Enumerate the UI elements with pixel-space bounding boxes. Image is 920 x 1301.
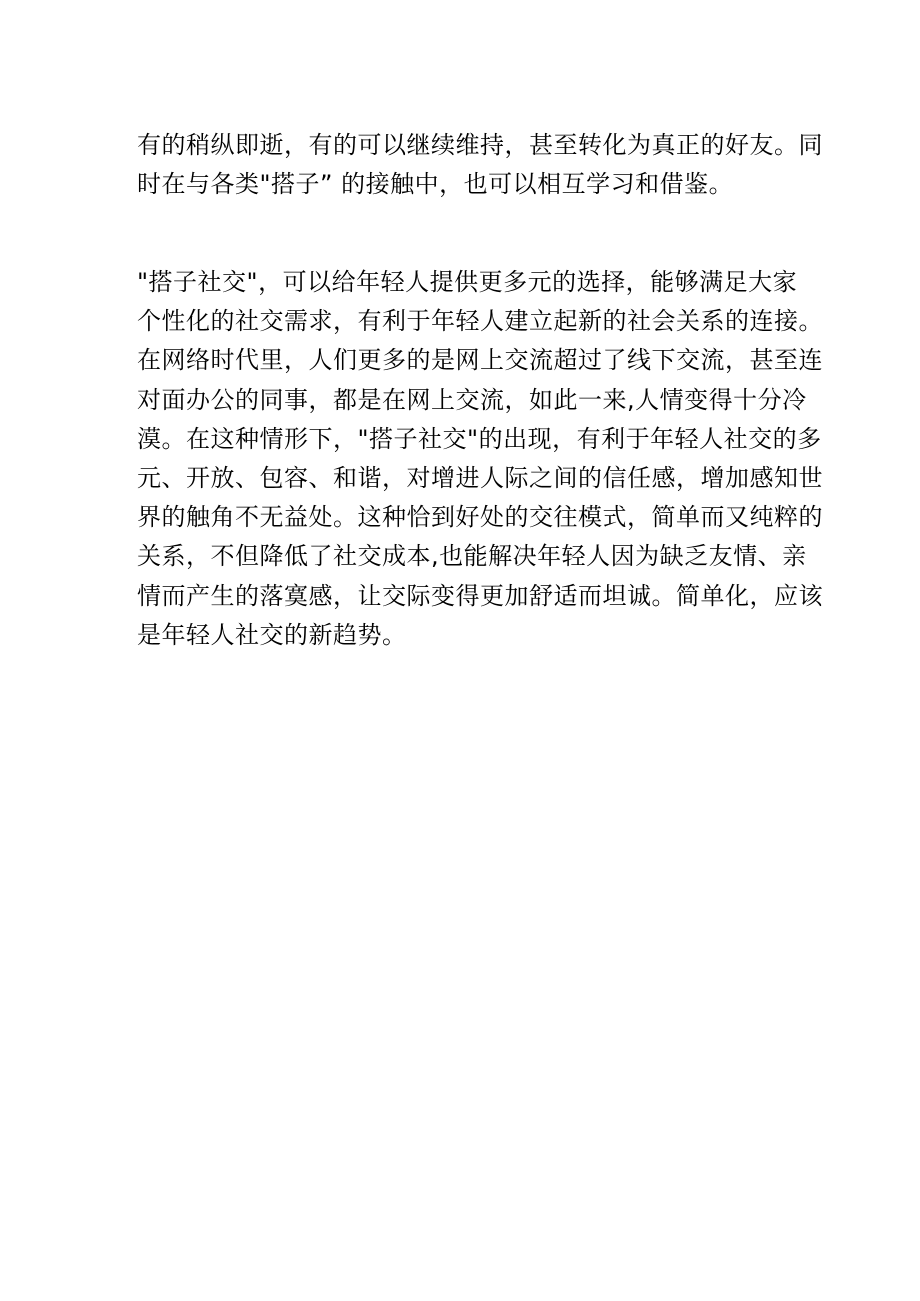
paragraph-1	[137, 126, 823, 204]
paragraph-line: 元、开放、包容、和谐，对增进人际之间的信任感，增加感知世	[137, 463, 823, 492]
paragraph-line: 界的触角不无益处。这种恰到好处的交往模式，简单而又纯粹的	[137, 503, 823, 532]
paragraph-line: 个性化的社交需求，有利于年轻人建立起新的社会关系的连接。	[137, 307, 823, 336]
paragraph-line: 有的稍纵即逝，有的可以继续维持，甚至转化为真正的好友。同	[137, 131, 823, 159]
paragraph-line: "搭子社交"，可以给年轻人提供更多元的选择，能够满足大家	[137, 268, 798, 296]
paragraph-line: 对面办公的同事，都是在网上交流，如此一来,人情变得十分冷	[137, 385, 807, 414]
paragraph-line: 情而产生的落寞感，让交际变得更加舒适而坦诚。简单化，应该	[137, 581, 823, 610]
paragraph-line: 关系，不但降低了社交成本,也能解决年轻人因为缺乏友情、亲	[137, 542, 807, 571]
paragraph-line: 是年轻人社交的新趋势。	[137, 620, 407, 649]
paragraph-line: 时在与各类"搭子” 的接触中，也可以相互学习和借鉴。	[137, 170, 734, 199]
paragraph-2	[137, 263, 823, 655]
paragraph-line: 漠。在这种情形下，"搭子社交"的出现，有利于年轻人社交的多	[137, 424, 822, 453]
paragraph-line: 在网络时代里，人们更多的是网上交流超过了线下交流，甚至连	[137, 346, 823, 375]
